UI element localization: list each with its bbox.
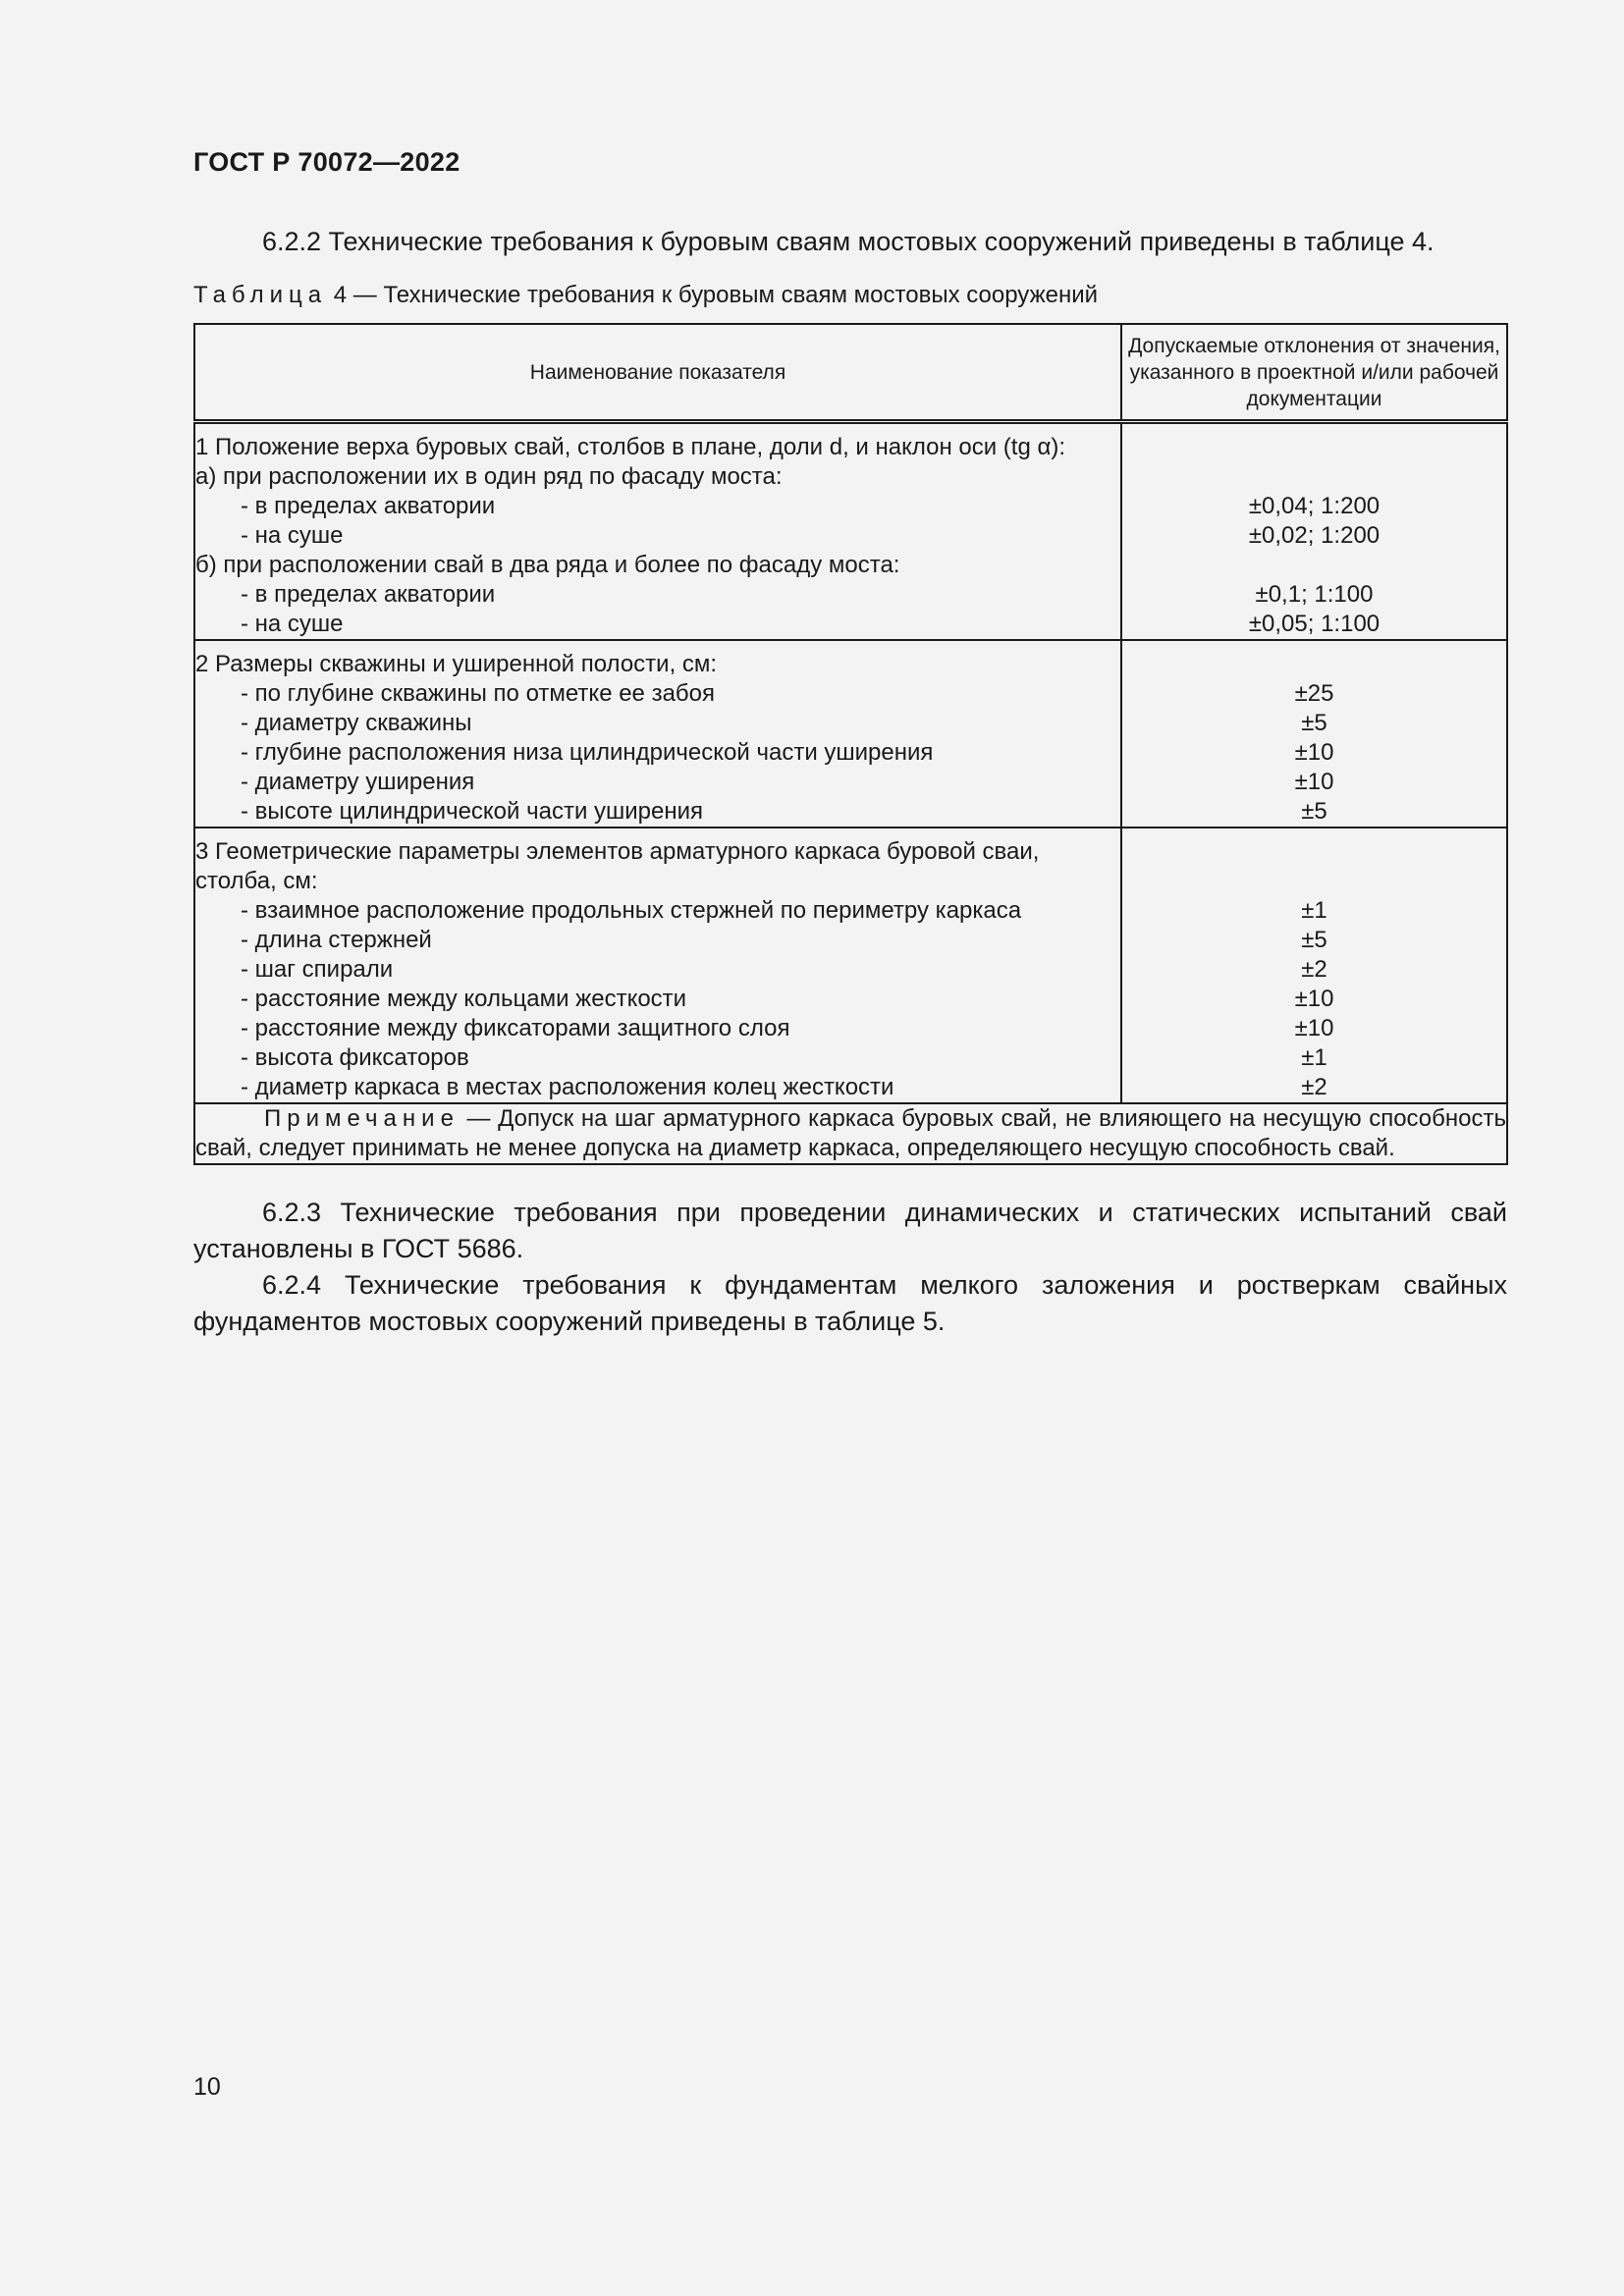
- deviation-cell: ±10: [1121, 768, 1507, 797]
- indicator-cell: - длина стержней: [194, 926, 1121, 955]
- table-row: [194, 492, 1507, 521]
- table-caption-title: 4 — Технические требования к буровым сваям мостовых сооружений: [327, 282, 1099, 308]
- table-row: [194, 828, 1507, 896]
- deviation-cell: ±10: [1121, 738, 1507, 768]
- column-header-indicator: Наименование показателя: [194, 324, 1121, 422]
- indicator-cell: - в пределах акватории: [194, 580, 1121, 610]
- deviation-cell: ±25: [1121, 679, 1507, 709]
- paragraph-6-2-3: 6.2.3 Технические требования при проведении динамических и статических испытаний свай установлены в ГОСТ 5686.: [193, 1198, 1507, 1263]
- table-note-row: [194, 1103, 1507, 1164]
- table-row: [194, 610, 1507, 640]
- deviation-cell: ±10: [1121, 1014, 1507, 1043]
- table-caption: [193, 280, 1098, 311]
- indicator-cell: - глубине расположения низа цилиндрической части уширения: [194, 738, 1121, 768]
- indicator-cell: - диаметр каркаса в местах расположения колец жесткости: [194, 1073, 1121, 1103]
- table-row: [194, 1043, 1507, 1073]
- table-row: [194, 985, 1507, 1014]
- column-header-deviation: Допускаемые отклонения от значения, указанного в проектной и/или рабочей документации: [1121, 324, 1507, 422]
- table-row: [194, 640, 1507, 679]
- table-row: [194, 955, 1507, 985]
- deviation-cell: ±5: [1121, 926, 1507, 955]
- deviation-cell: [1121, 551, 1507, 580]
- table-row: [194, 768, 1507, 797]
- deviation-cell: [1121, 828, 1507, 896]
- table-row: [194, 422, 1507, 463]
- indicator-cell: - высоте цилиндрической части уширения: [194, 797, 1121, 828]
- indicator-cell: - высота фиксаторов: [194, 1043, 1121, 1073]
- indicator-cell: - на суше: [194, 521, 1121, 551]
- deviation-cell: ±0,04; 1:200: [1121, 492, 1507, 521]
- table-row: [194, 462, 1507, 492]
- table-row: [194, 797, 1507, 828]
- deviation-cell: ±10: [1121, 985, 1507, 1014]
- indicator-cell: б) при расположении свай в два ряда и более по фасаду моста:: [194, 551, 1121, 580]
- document-header: ГОСТ Р 70072—2022: [193, 147, 460, 177]
- requirements-table: [193, 323, 1508, 1165]
- deviation-cell: ±1: [1121, 1043, 1507, 1073]
- paragraph-6-2-2: 6.2.2 Технические требования к буровым сваям мостовых сооружений приведены в таблице 4.: [262, 227, 1435, 256]
- indicator-cell: - расстояние между кольцами жесткости: [194, 985, 1121, 1014]
- indicator-cell: - расстояние между фиксаторами защитного слоя: [194, 1014, 1121, 1043]
- deviation-cell: ±1: [1121, 896, 1507, 926]
- deviation-cell: ±2: [1121, 955, 1507, 985]
- paragraph-6-2-4: 6.2.4 Технические требования к фундаментам мелкого заложения и ростверкам свайных фундаментов мостовых сооружений приведены в таблице 5.: [193, 1270, 1507, 1336]
- indicator-cell: - на суше: [194, 610, 1121, 640]
- table-row: [194, 896, 1507, 926]
- table-row: [194, 1014, 1507, 1043]
- table-row: [194, 521, 1507, 551]
- indicator-cell: а) при расположении их в один ряд по фасаду моста:: [194, 462, 1121, 492]
- deviation-cell: ±0,1; 1:100: [1121, 580, 1507, 610]
- indicator-cell: 3 Геометрические параметры элементов арматурного каркаса буровой сваи, столба, см:: [194, 828, 1121, 896]
- table-caption-label: Таблица: [193, 282, 328, 308]
- indicator-cell: - по глубине скважины по отметке ее забоя: [194, 679, 1121, 709]
- deviation-cell: ±0,02; 1:200: [1121, 521, 1507, 551]
- deviation-cell: ±5: [1121, 709, 1507, 738]
- indicator-cell: - взаимное расположение продольных стержней по периметру каркаса: [194, 896, 1121, 926]
- deviation-cell: ±0,05; 1:100: [1121, 610, 1507, 640]
- table-row: [194, 580, 1507, 610]
- indicator-cell: - в пределах акватории: [194, 492, 1121, 521]
- indicator-cell: 2 Размеры скважины и уширенной полости, см:: [194, 640, 1121, 679]
- table-note: [194, 1103, 1507, 1164]
- page-number: 10: [193, 2073, 221, 2101]
- indicator-cell: - диаметру уширения: [194, 768, 1121, 797]
- deviation-cell: [1121, 462, 1507, 492]
- note-text: — Допуск на шаг арматурного каркаса буровых свай, не влияющего на несущую способность свай, следует принимать не менее допуска на диаметр каркаса, определяющего несущую способность свай.: [195, 1105, 1506, 1161]
- table-header-row: [194, 324, 1507, 422]
- deviation-cell: ±5: [1121, 797, 1507, 828]
- table-row: [194, 709, 1507, 738]
- deviation-cell: [1121, 422, 1507, 463]
- indicator-cell: - шаг спирали: [194, 955, 1121, 985]
- deviation-cell: [1121, 640, 1507, 679]
- deviation-cell: ±2: [1121, 1073, 1507, 1103]
- table-row: [194, 926, 1507, 955]
- table-row: [194, 551, 1507, 580]
- note-label: Примечание: [264, 1105, 460, 1132]
- indicator-cell: 1 Положение верха буровых свай, столбов в плане, доли d, и наклон оси (tg α):: [194, 422, 1121, 463]
- indicator-cell: - диаметру скважины: [194, 709, 1121, 738]
- table-row: [194, 1073, 1507, 1103]
- table-row: [194, 738, 1507, 768]
- table-row: [194, 679, 1507, 709]
